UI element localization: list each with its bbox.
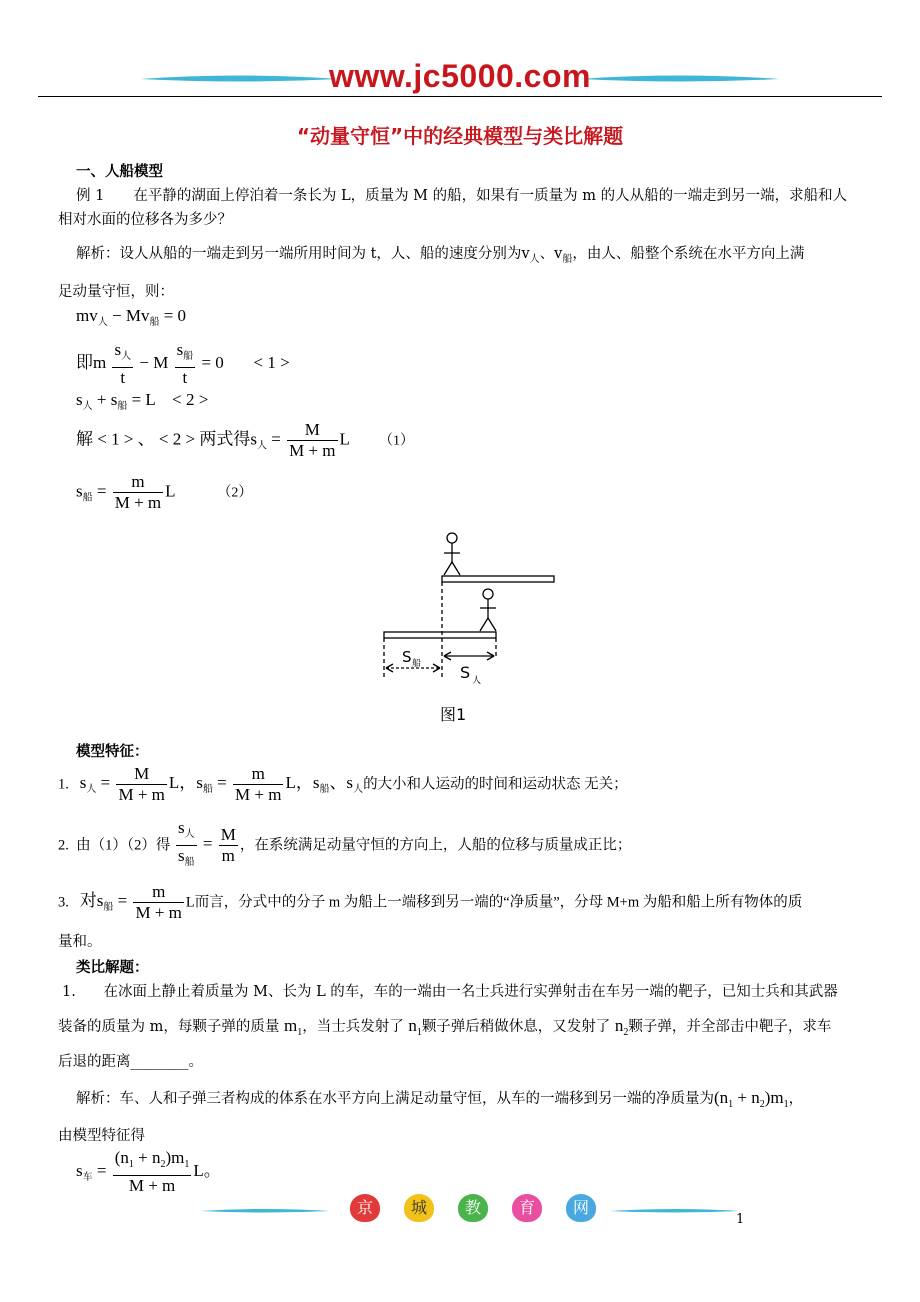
boat-upper xyxy=(442,576,554,582)
equation-s-ren: 解 < 1 > 、 < 2 > 两式得$s_人$ = $\frac{M}{M + m}$ L （1） xyxy=(76,420,415,460)
footer-badge-5: 网 xyxy=(566,1194,596,1222)
header-divider xyxy=(38,96,882,97)
footer-badge-4: 育 xyxy=(512,1194,542,1222)
example-line-2: 相对水面的位移各为多少？ xyxy=(58,212,232,228)
footer-badge-3: 教 xyxy=(458,1194,488,1222)
velocity-symbols: $v_人$、$v_船$ xyxy=(521,246,573,265)
analogy-heading: 类比解题： xyxy=(76,960,149,976)
footer-swoosh-left xyxy=(200,1208,330,1214)
analysis-line-2: 足动量守恒，则： xyxy=(58,284,174,300)
feature-item-1: 1. $s_人$ = $\frac{M}{M + m}$ L，$s_船$ = $\frac{m}{M + m}$ L，$s_船$、$s_人$的大小和人运动的时间和运动状态 无关； xyxy=(58,764,628,804)
figure-caption: 图1 xyxy=(440,705,467,724)
footer-badge-1: 京 xyxy=(350,1194,380,1222)
label-s-chuan: S xyxy=(402,648,412,666)
footer-swoosh-right xyxy=(610,1208,740,1214)
section-heading-boat-model: 一、人船模型 xyxy=(76,164,163,180)
analysis-line-1: 解析：设人从船的一端走到另一端所用时间为 t，人、船的速度分别为$v_人$、$v_船$，由人、船整个系统在水平方向上满 xyxy=(76,246,805,265)
equation-momentum: $mv_人 - Mv_船 = 0$ xyxy=(76,306,187,328)
analogy-answer-line-1: 解析：车、人和子弹三者构成的体系在水平方向上满足动量守恒，从车的一端移到另一端的净质量为$(n_1 + n_2)m_1$， xyxy=(76,1088,804,1110)
page-number: 1 xyxy=(736,1212,745,1227)
analogy-answer-line-2: 由模型特征得 xyxy=(58,1128,145,1144)
feature-item-2: 2. 由（1）（2）得 $\frac{s_人}{s_船}$ = $\frac{M}{m}$ ，在系统满足动量守恒的方向上，人船的位移与质量成正比； xyxy=(58,818,632,868)
boat-lower xyxy=(384,632,496,638)
analogy-question-line-1: 1. 在冰面上静止着质量为 M、长为 L 的车，车的一端由一名士兵进行实弹射击在车另一端的靶子，已知士兵和其武器 xyxy=(62,984,838,1000)
svg-text:船: 船 xyxy=(412,659,422,669)
analogy-question-line-3: 后退的距离________。 xyxy=(58,1054,203,1070)
svg-text:人: 人 xyxy=(472,676,482,686)
site-logo: www.jc5000.com xyxy=(329,58,591,94)
equation-s-chuan: $s_船$ = $\frac{m}{M + m}$ L （2） xyxy=(76,472,253,512)
equation-2: $s_人 + s_船 = L$ < 2 > xyxy=(76,390,209,412)
page-title: “动量守恒”中的经典模型与类比解题 xyxy=(296,124,624,148)
boat-diagram xyxy=(380,528,560,688)
features-heading: 模型特征： xyxy=(76,744,149,760)
analogy-question-line-2: 装备的质量为 m，每颗子弹的质量 $m_1$，当士兵发射了 $n_1$颗子弹后稍做休息，又发射了 $n_2$颗子弹，并全部击中靶子，求车 xyxy=(58,1016,832,1038)
person-lower-head xyxy=(483,589,493,599)
footer-badge-2: 城 xyxy=(404,1194,434,1222)
feature-item-3: 3. 对$s_船$ = $\frac{m}{M + m}$ L而言，分式中的分子 m 为船上一端移到另一端的“净质量”，分母 M+m 为船和船上所有物体的质 xyxy=(58,882,803,922)
person-upper-head xyxy=(447,533,457,543)
equation-s-che: $s_车$ = $\frac{(n_1 + n_2)m_1}{M + m}$ L。 xyxy=(76,1148,221,1195)
equation-1: 即m $\frac{s_人}{t}$ − M $\frac{s_船}{t}$ = 0 < 1 > xyxy=(76,340,290,387)
label-s-ren: S xyxy=(460,663,471,682)
example-line-1: 例 1 在平静的湖面上停泊着一条长为 L，质量为 M 的船，如果有一质量为 m 的人从船的一端走到另一端，求船和人 xyxy=(76,188,848,204)
feature-item-3-line2: 量和。 xyxy=(58,934,102,950)
